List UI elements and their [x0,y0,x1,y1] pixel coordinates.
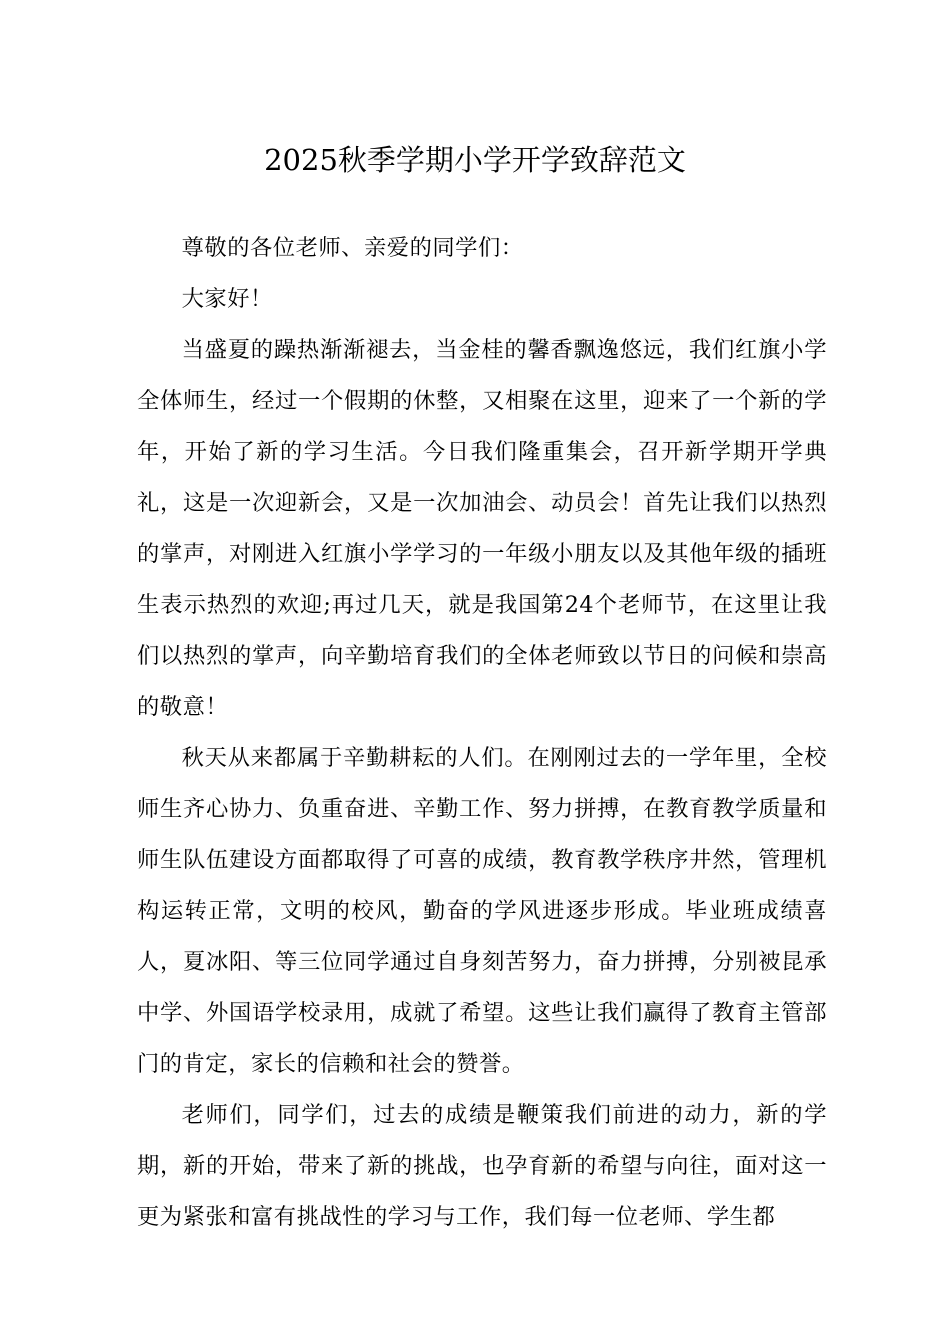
document-body [137,223,827,1243]
body-paragraph: 秋天从来都属于辛勤耕耘的人们。在刚刚过去的一学年里，全校师生齐心协力、负重奋进、辛勤工作、努力拼搏，在教育教学质量和师生队伍建设方面都取得了可喜的成绩，教育教学秩序井然，管理机构运转正常，文明的校风，勤奋的学风进逐步形成。毕业班成绩喜人，夏冰阳、等三位同学通过自身刻苦努力，奋力拼搏，分别被昆承中学、外国语学校录用，成就了希望。这些让我们赢得了教育主管部门的肯定，家长的信赖和社会的赞誉。 [137,745,827,1077]
salutation-paragraph: 尊敬的各位老师、亲爱的同学们： [181,235,524,261]
document-title: 2025秋季学期小学开学致辞范文 [264,143,686,177]
greeting-paragraph: 大家好！ [181,286,273,312]
body-paragraph: 老师们，同学们，过去的成绩是鞭策我们前进的动力，新的学期，新的开始，带来了新的挑战，也孕育新的希望与向往，面对这一更为紧张和富有挑战性的学习与工作，我们每一位老师、学生都 [137,1102,827,1230]
body-paragraph: 当盛夏的躁热渐渐褪去，当金桂的馨香飘逸悠远，我们红旗小学全体师生，经过一个假期的休整，又相聚在这里，迎来了一个新的学年，开始了新的学习生活。今日我们隆重集会，召开新学期开学典礼，这是一次迎新会，又是一次加油会、动员会！首先让我们以热烈的掌声，对刚进入红旗小学学习的一年级小朋友以及其他年级的插班生表示热烈的欢迎;再过几天，就是我国第24个老师节，在这里让我们以热烈的掌声，向辛勤培育我们的全体老师致以节日的问候和崇高的敬意！ [137,337,827,720]
